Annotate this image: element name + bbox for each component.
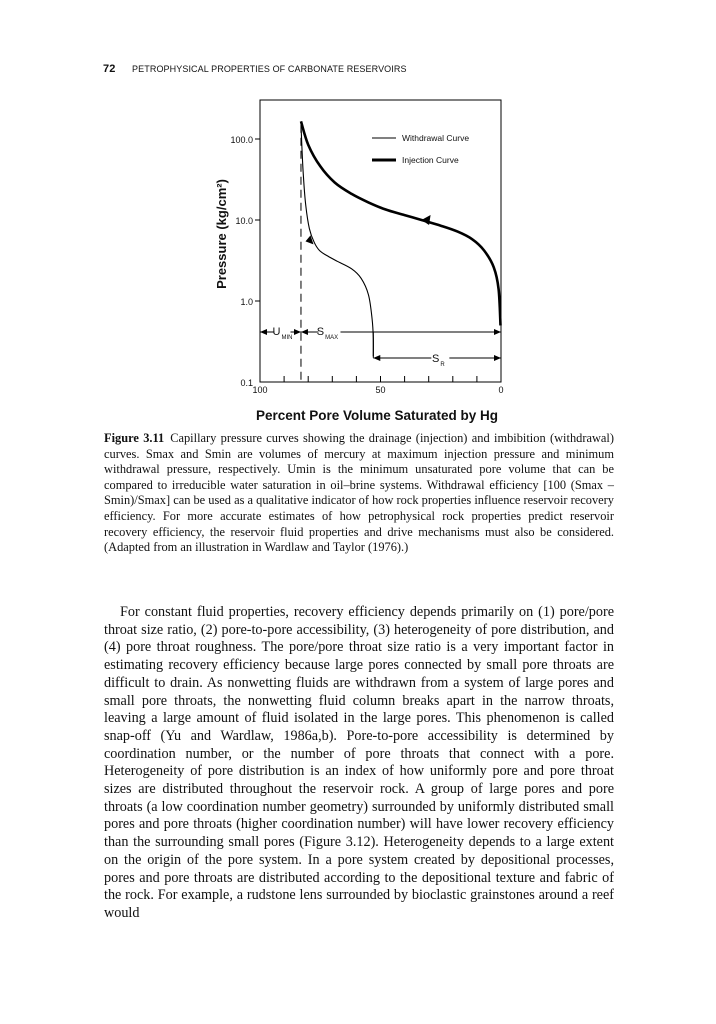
x-tick-label: 50 bbox=[375, 385, 386, 395]
u-min-label: $U_{MIN}$ bbox=[272, 326, 293, 341]
running-header bbox=[103, 63, 407, 75]
figure-label: Figure 3.11 bbox=[104, 431, 165, 445]
y-tick-label: 10.0 bbox=[235, 216, 253, 226]
x-tick-label: 100 bbox=[252, 385, 268, 395]
capillary-pressure-chart bbox=[200, 96, 520, 426]
chart-legend bbox=[372, 133, 469, 165]
y-tick-label: 0.1 bbox=[240, 378, 253, 388]
y-tick-label: 100.0 bbox=[230, 135, 253, 145]
smax-label: $S_{MAX}$ bbox=[316, 326, 339, 341]
body-paragraph: For constant fluid properties, recovery efficiency depends primarily on (1) pore/pore throat size ratio, (2) pore-to-pore accessibility, (3) heterogeneity of pore distribution, and (4) pore throat roughness. The pore/pore throat size ratio is a very important factor in estimating recovery efficiency because large pores connected by small pore throats are difficult to drain. As nonwetting fluids are withdrawn from a system of large pores and small pore throats, the nonwetting fluid column breaks apart in the narrow throats, leaving a large amount of fluid isolated in the large pores. This phenomenon is called snap-off (Yu and Wardlaw, 1986a,b). Pore-to-pore accessibility is determined by coordination number, or the number of pore throats that connect with a pore. Heterogeneity of pore distribution is an index of how uniformly pore and pore throat sizes are distributed throughout the reservoir rock. A group of large pores and pore throats (a low coordination number geometry) surrounded by uniformly distributed small pores and pore throats (higher coordination number) will have lower recovery efficiency than the surrounding small pores (Figure 3.12). Heterogeneity depends to a large extent on the origin of the pore system. In a pore system created by depositional processes, pores and pore throats are distributed according to the depositional texture and fabric of the rock. For example, a rudstone lens surrounded by bioclastic grainstones around a reef would bbox=[104, 604, 614, 921]
figure-caption bbox=[104, 431, 614, 556]
injection-direction-arrow bbox=[421, 215, 430, 225]
capillary-pressure-figure bbox=[200, 96, 520, 426]
y-tick-label: 1.0 bbox=[240, 297, 253, 307]
y-axis-label: Pressure (kg/cm²) bbox=[214, 179, 229, 289]
running-title: PETROPHYSICAL PROPERTIES OF CARBONATE RESERVOIRS bbox=[132, 64, 407, 74]
legend-entry: Injection Curve bbox=[402, 155, 459, 165]
x-tick-label: 0 bbox=[498, 385, 504, 395]
injection-curve bbox=[301, 121, 501, 325]
sr-label: $S_R$ bbox=[431, 353, 445, 368]
x-axis-label: Percent Pore Volume Saturated by Hg bbox=[255, 408, 499, 423]
page-number: 72 bbox=[103, 63, 116, 75]
legend-entry: Withdrawal Curve bbox=[402, 133, 470, 143]
caption-text: Capillary pressure curves showing the drainage (injection) and imbibition (withdrawal) curves. Smax and Smin are volumes of mercury at maximum injection pressure and minimum withdrawal pressure, respectively. Umin is the minimum unsaturated pore volume that can be compared to irreducible water saturation in oil–brine systems. Withdrawal efficiency [100 (Smax – Smin)/Smax] can be used as a qualitative indicator of how rock properties influence reservoir recovery efficiency. For more accurate estimates of how petrophysical rock properties predict reservoir recovery efficiency, the reservoir fluid properties and drive mechanisms must also be considered. (Adapted from an illustration in Wardlaw and Taylor (1976).) bbox=[104, 431, 614, 555]
